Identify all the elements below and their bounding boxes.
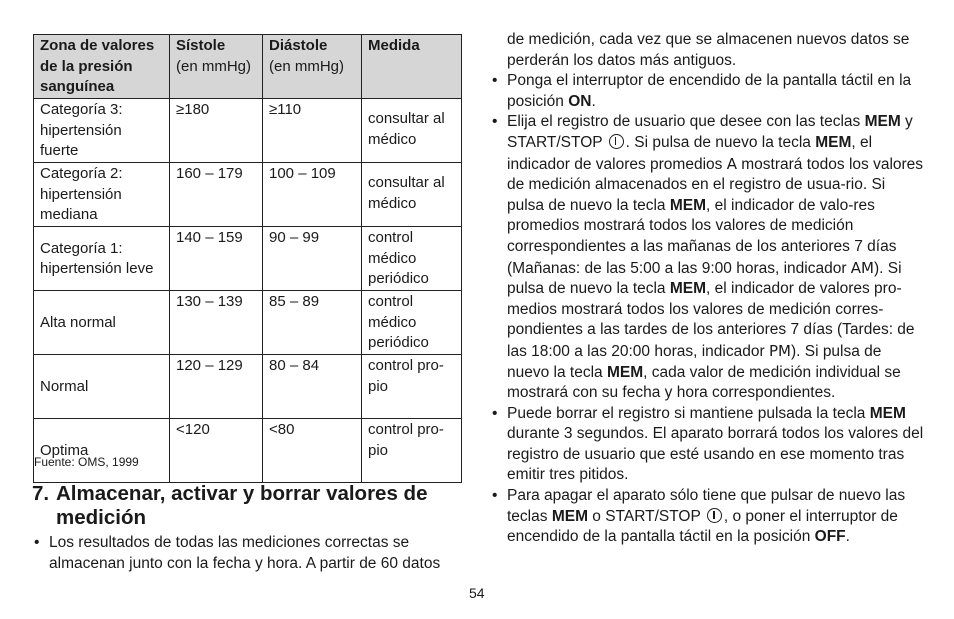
cell-measure: control médico periódico (362, 227, 462, 291)
cell-zone: Alta normal (34, 291, 170, 355)
section-heading (32, 482, 452, 529)
table-row (34, 99, 462, 163)
power-icon (707, 508, 722, 523)
cell-systole: 160 – 179 (170, 163, 263, 227)
cell-systole: 120 – 129 (170, 355, 263, 419)
source-note: Fuente: OMS, 1999 (34, 455, 139, 469)
cell-diastole: <80 (263, 419, 362, 483)
section-number: 7. (32, 482, 50, 505)
list-item: • Ponga el interruptor de encendido de la pantalla táctil en la posición ON. (492, 71, 924, 112)
page-number: 54 (469, 585, 485, 601)
cell-zone: Optima (34, 419, 170, 483)
cell-measure: control pro-pio (362, 355, 462, 419)
cell-diastole: 80 – 84 (263, 355, 362, 419)
cell-systole: 130 – 139 (170, 291, 263, 355)
list-item: • Elija el registro de usuario que desee con las teclas MEM y START/STOP . Si pulsa de nuevo la tecla MEM, el indicador de valores promedios A mostrará todos los valores de medición almacenados en el registro de usua-rio. Si pulsa de nuevo la tecla MEM, el indicador de valo-res promedios mostrará todos los valores de medición correspondientes a las mañanas de los anteriores 7 días (Mañanas: de las 5:00 a las 9:00 horas, indicador AM). Si pulsa de nuevo la tecla MEM, el indicador de valores pro-medios mostrará todos los valores de medición corres-pondientes a las tardes de los anteriores 7 días (Tardes: de las 18:00 a las 20:00 horas, indicador PM). Si pulsa de nuevo la tecla MEM, cada valor de medición individual se mostrará con su fecha y hora correspondientes. (492, 112, 924, 403)
table-header-row (34, 35, 462, 99)
right-bullet-list (492, 71, 924, 548)
cell-zone: Categoría 3: hipertensión fuerte (34, 99, 170, 163)
section-title-line2: medición (56, 505, 146, 529)
power-icon (609, 134, 624, 149)
cell-diastole: 90 – 99 (263, 227, 362, 291)
cell-systole: ≥180 (170, 99, 263, 163)
cell-diastole: 85 – 89 (263, 291, 362, 355)
average-indicator-icon: A (726, 154, 737, 173)
header-systole: Sístole (en mmHg) (170, 35, 263, 99)
cell-measure: control pro-pio (362, 419, 462, 483)
cell-zone: Categoría 2: hipertensión mediana (34, 163, 170, 227)
cell-zone: Normal (34, 355, 170, 419)
cell-systole: 140 – 159 (170, 227, 263, 291)
header-zone: Zona de valores de la presión sanguínea (34, 35, 170, 99)
table-row (34, 163, 462, 227)
cell-systole: <120 (170, 419, 263, 483)
cell-measure: control médico periódico (362, 291, 462, 355)
list-item: • Para apagar el aparato sólo tiene que pulsar de nuevo las teclas MEM o START/STOP , o poner el interruptor de encendido de la pantalla táctil en la posición OFF. (492, 486, 924, 548)
table-row (34, 355, 462, 419)
table-row (34, 419, 462, 483)
header-diastole: Diástole (en mmHg) (263, 35, 362, 99)
cell-measure: consultar al médico (362, 163, 462, 227)
list-item: • Los resultados de todas las mediciones correctas se almacenan junto con la fecha y hora. A partir de 60 datos (34, 533, 464, 574)
morning-indicator-icon: AM (850, 258, 874, 277)
cell-diastole: 100 – 109 (263, 163, 362, 227)
left-bullet-list (34, 533, 464, 574)
cell-zone: Categoría 1: hipertensión leve (34, 227, 170, 291)
blood-pressure-table (33, 34, 462, 483)
cell-measure: consultar al médico (362, 99, 462, 163)
cell-diastole: ≥110 (263, 99, 362, 163)
continuation-text: de medición, cada vez que se almacenen nuevos datos se perderán los datos más antiguos. (507, 31, 910, 69)
table-row (34, 227, 462, 291)
evening-indicator-icon: PM (768, 341, 791, 360)
right-column (492, 30, 924, 548)
section-title-line1: Almacenar, activar y borrar valores de (56, 482, 428, 505)
list-item: • Puede borrar el registro si mantiene pulsada la tecla MEM durante 3 segundos. El aparato borrará todos los valores del registro de usuario que esté usando en ese momento tras emitir tres pitidos. (492, 404, 924, 486)
header-measure: Medida (362, 35, 462, 99)
table-row (34, 291, 462, 355)
